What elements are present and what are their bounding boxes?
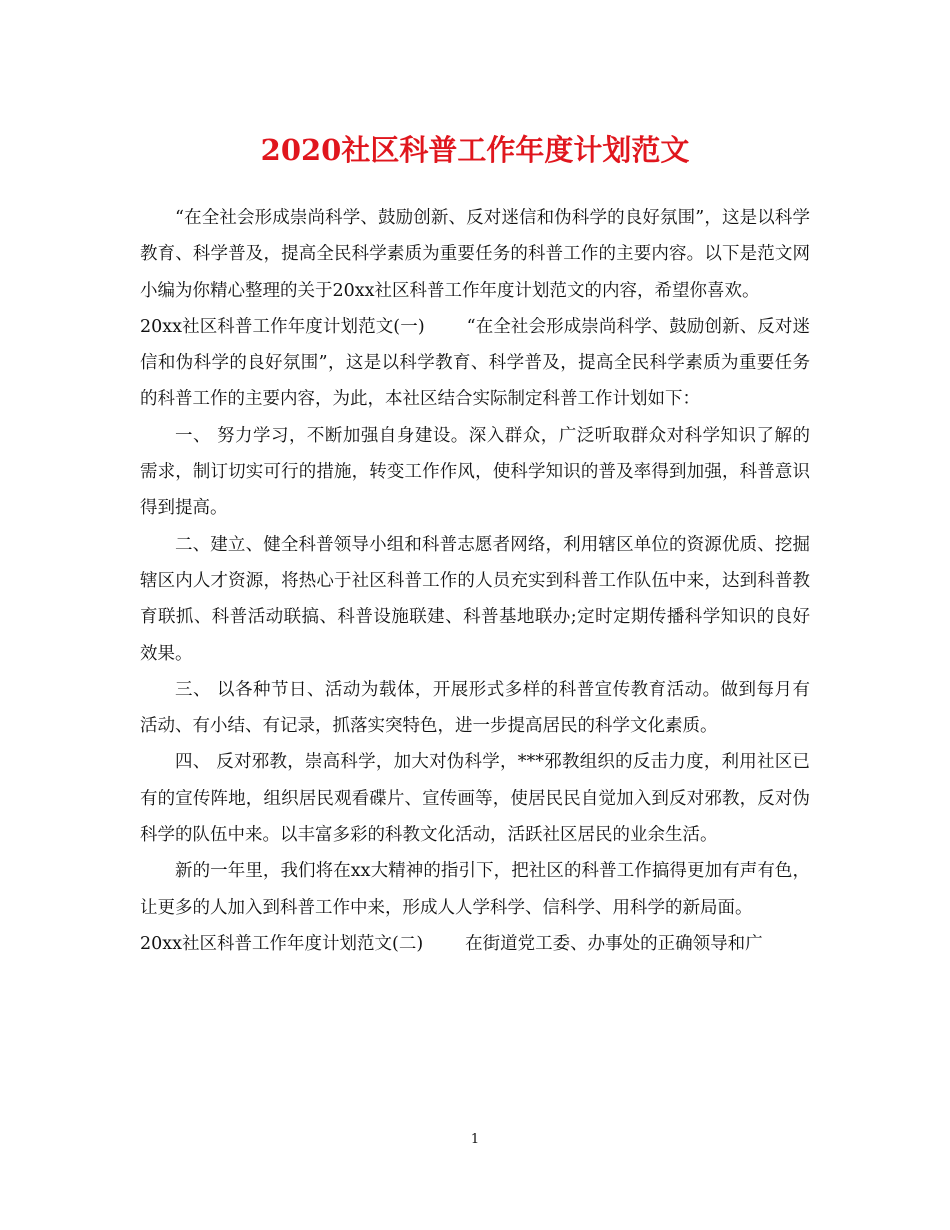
document-title: 2020社区科普工作年度计划范文 <box>260 133 690 167</box>
page-number: 1 <box>470 1132 480 1147</box>
item-2-paragraph: 二、建立、健全科普领导小组和科普志愿者网络，利用辖区单位的资源优质、挖掘辖区内人才资源，将热心于社区科普工作的人员充实到科普工作队伍中来，达到科普教育联抓、科普活动联搞、科普设施联建、科普基地联办;定时定期传播科学知识的良好效果。 <box>140 534 810 664</box>
section-2-paragraph <box>140 926 810 962</box>
section-2-heading: 20xx社区科普工作年度计划范文(二) <box>140 933 424 954</box>
intro-paragraph: “在全社会形成崇尚科学、鼓励创新、反对迷信和伪科学的良好氛围”，这是以科学教育、科学普及，提高全民科学素质为重要任务的科普工作的主要内容。以下是范文网小编为你精心整理的关于20xx社区科普工作年度计划范文的内容，希望你喜欢。 <box>140 208 810 301</box>
section-2-lead: 在街道党工委、办事处的正确领导和广 <box>465 933 763 954</box>
document-body <box>140 200 810 962</box>
closing-paragraph: 新的一年里，我们将在xx大精神的指引下，把社区的科普工作搞得更加有声有色，让更多的人加入到科普工作中来，形成人人学科学、信科学、用科学的新局面。 <box>140 861 810 918</box>
section-1-lead: “在全社会形成崇尚科学、鼓励创新、反对迷信和伪科学的良好氛围”，这是以科学教育、科学普及，提高全民科学素质为重要任务的科普工作的主要内容，为此，本社区结合实际制定科普工作计划如下： <box>140 316 810 410</box>
item-4-paragraph: 四、 反对邪教，崇高科学，加大对伪科学，***邪教组织的反击力度，利用社区已有的宣传阵地，组织居民观看碟片、宣传画等，使居民民自觉加入到反对邪教，反对伪科学的队伍中来。以丰富多彩的科教文化活动，活跃社区居民的业余生活。 <box>140 752 810 846</box>
section-1-heading: 20xx社区科普工作年度计划范文(一) <box>140 316 425 337</box>
item-1-paragraph: 一、 努力学习，不断加强自身建设。深入群众，广泛听取群众对科学知识了解的需求，制订切实可行的措施，转变工作作风，使科学知识的普及率得到加强，科普意识得到提高。 <box>140 425 810 519</box>
section-1-paragraph <box>140 309 810 418</box>
item-3-paragraph: 三、 以各种节日、活动为载体，开展形式多样的科普宣传教育活动。做到每月有活动、有小结、有记录，抓落实突特色，进一步提高居民的科学文化素质。 <box>140 679 810 737</box>
